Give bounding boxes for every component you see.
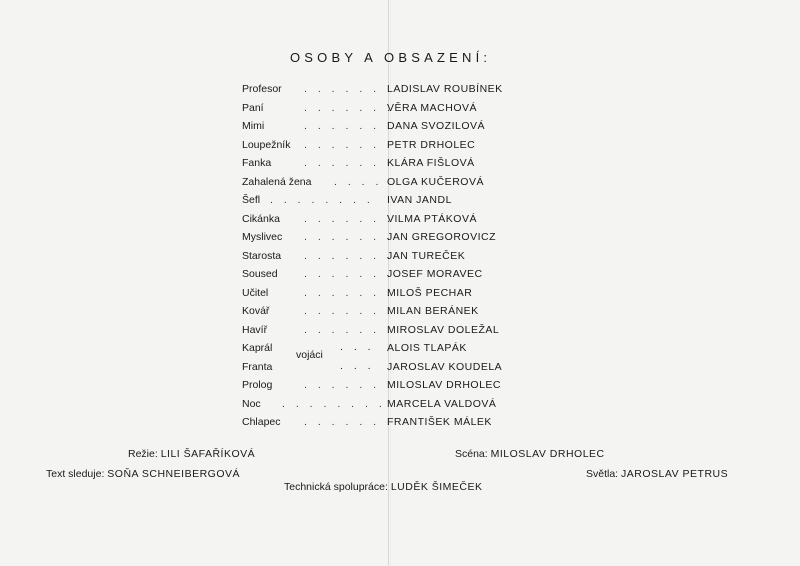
leader-dots: . . . . . . xyxy=(304,83,381,95)
credit-tech xyxy=(284,481,483,493)
credit-value: LUDĚK ŠIMEČEK xyxy=(390,481,483,493)
actor-name: MILAN BERÁNEK xyxy=(387,305,479,317)
role-name: Mimi xyxy=(242,120,265,132)
actor-name: FRANTIŠEK MÁLEK xyxy=(387,416,492,428)
role-name: Zahalená žena xyxy=(242,175,312,188)
credit-svetla xyxy=(586,468,728,480)
cast-row xyxy=(242,305,522,324)
cast-row xyxy=(242,194,522,213)
role-name: Učitel xyxy=(242,286,269,299)
leader-dots: . . . . . . . xyxy=(304,323,394,336)
credit-label: Světla: xyxy=(586,468,619,480)
cast-heading: OSOBY A OBSAZENÍ: xyxy=(290,50,492,65)
credit-value: MILOSLAV DRHOLEC xyxy=(490,448,605,460)
role-name: Franta xyxy=(242,360,273,373)
role-name: Šefl xyxy=(242,194,261,206)
actor-name: KLÁRA FIŠLOVÁ xyxy=(387,157,475,169)
cast-row xyxy=(242,268,522,287)
credit-scena xyxy=(455,448,605,460)
leader-dots: . . . . . . . xyxy=(304,379,394,391)
credit-text xyxy=(46,468,240,480)
role-name: Havíř xyxy=(242,323,268,336)
cast-row xyxy=(242,231,522,250)
actor-name: DANA SVOZILOVÁ xyxy=(387,120,486,132)
credit-label: Scéna: xyxy=(455,448,488,460)
role-name: Profesor xyxy=(242,83,282,95)
cast-row xyxy=(242,324,522,343)
soldiers-label: vojáci xyxy=(296,349,323,361)
cast-row xyxy=(242,287,522,306)
role-name: Loupežník xyxy=(242,138,291,151)
cast-row xyxy=(242,250,522,269)
role-name: Soused xyxy=(242,268,278,280)
leader-dots: . . . . . . . . xyxy=(282,397,386,410)
leader-dots: . . . . . . . xyxy=(304,286,394,299)
actor-name: IVAN JANDL xyxy=(387,194,452,206)
cast-row xyxy=(242,157,522,176)
soldiers-dots-lower: . . . xyxy=(340,360,375,372)
leader-dots: . . . . . . . xyxy=(304,231,394,243)
soldiers-dots-upper: . . . xyxy=(340,341,375,353)
cast-row xyxy=(242,342,522,361)
leader-dots: . . . . . . . xyxy=(304,305,394,317)
actor-name: ALOIS TLAPÁK xyxy=(387,342,467,354)
cast-row xyxy=(242,139,522,158)
role-name: Cikánka xyxy=(242,212,280,225)
role-name: Myslivec xyxy=(242,231,283,243)
leader-dots: . . . . . . . xyxy=(304,268,394,280)
role-name: Kaprál xyxy=(242,342,273,354)
role-name: Prolog xyxy=(242,379,273,391)
actor-name: OLGA KUČEROVÁ xyxy=(387,175,484,188)
leader-dots: . . . . . . . xyxy=(304,120,394,132)
actor-name: MILOSLAV DRHOLEC xyxy=(387,379,501,391)
role-name: Starosta xyxy=(242,249,282,262)
role-name: Noc xyxy=(242,397,261,410)
actor-name: VĚRA MACHOVÁ xyxy=(387,101,478,114)
actor-name: VILMA PTÁKOVÁ xyxy=(387,212,477,225)
actor-name: LADISLAV ROUBÍNEK xyxy=(387,83,503,95)
role-name: Chlapec xyxy=(242,416,281,428)
actor-name: JAN TUREČEK xyxy=(387,249,466,262)
actor-name: MILOŠ PECHAR xyxy=(387,286,473,299)
cast-row xyxy=(242,213,522,232)
cast-row xyxy=(242,398,522,417)
actor-name: JOSEF MORAVEC xyxy=(387,268,483,280)
leader-dots: . . . . . . xyxy=(304,138,381,151)
actor-name: PETR DRHOLEC xyxy=(387,138,476,151)
leader-dots: . . . . . . . xyxy=(304,157,394,169)
role-name: Fanka xyxy=(242,157,272,169)
leader-dots: . . . . . . . xyxy=(304,249,394,262)
cast-list xyxy=(242,83,522,435)
cast-row xyxy=(242,83,522,102)
cast-row xyxy=(242,361,522,380)
leader-dots: . . . . . . . xyxy=(304,212,394,225)
credit-value: JAROSLAV PETRUS xyxy=(621,468,729,480)
credit-value: SOŇA SCHNEIBERGOVÁ xyxy=(107,468,240,480)
credit-rezie xyxy=(128,448,255,460)
credit-label: Text sleduje: xyxy=(46,468,105,480)
cast-row xyxy=(242,379,522,398)
leader-dots: . . . . . . . xyxy=(304,101,394,114)
credit-label: Režie: xyxy=(128,448,158,460)
role-name: Kovář xyxy=(242,305,270,317)
leader-dots: . . . . xyxy=(334,175,383,188)
actor-name: MIROSLAV DOLEŽAL xyxy=(387,323,500,336)
credit-value: LILI ŠAFAŘÍKOVÁ xyxy=(160,448,256,460)
cast-row xyxy=(242,416,522,435)
cast-row xyxy=(242,176,522,195)
cast-row xyxy=(242,102,522,121)
cast-row xyxy=(242,120,522,139)
actor-name: MARCELA VALDOVÁ xyxy=(387,397,497,410)
role-name: Paní xyxy=(242,101,264,114)
credit-label: Technická spolupráce: xyxy=(284,481,388,493)
actor-name: JAN GREGOROVICZ xyxy=(387,231,497,243)
leader-dots: . . . . . . . xyxy=(304,416,394,428)
leader-dots: . . . . . . . . xyxy=(270,194,374,206)
actor-name: JAROSLAV KOUDELA xyxy=(387,360,503,373)
